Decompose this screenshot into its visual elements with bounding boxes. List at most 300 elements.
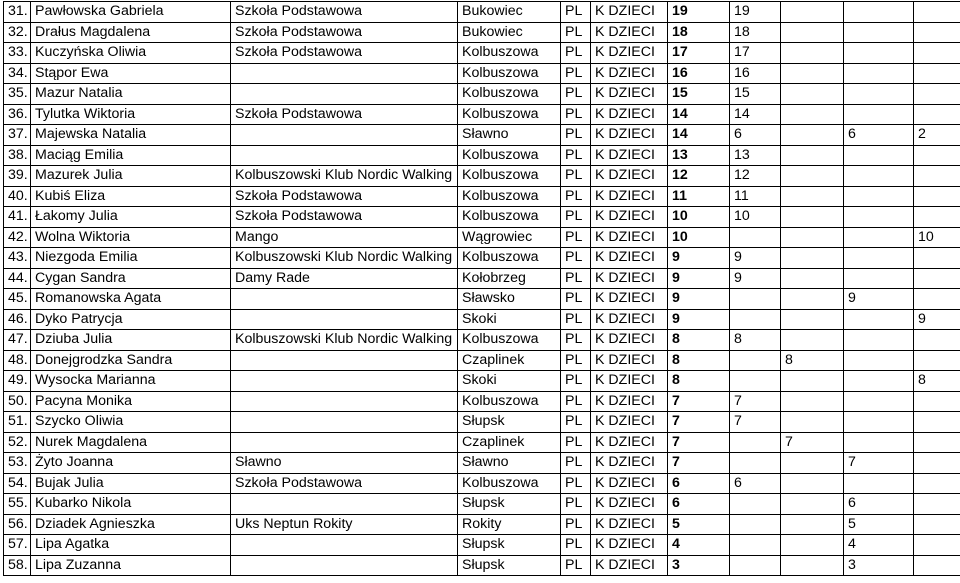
score-cell-4: 8 [914, 371, 960, 392]
score-cell-3 [844, 207, 914, 228]
table-row [4, 371, 960, 392]
club-cell [231, 432, 458, 453]
country-cell: PL [561, 84, 591, 105]
score-cell-3 [844, 145, 914, 166]
score-cell-2 [781, 371, 844, 392]
category-cell: K DZIECI [591, 453, 668, 474]
score-cell-3 [844, 84, 914, 105]
results-table-body [4, 2, 960, 576]
score-cell-3 [844, 330, 914, 351]
table-row [4, 227, 960, 248]
country-cell: PL [561, 350, 591, 371]
country-cell: PL [561, 391, 591, 412]
score-cell-4 [914, 104, 960, 125]
score-cell-4 [914, 248, 960, 269]
name-cell: Maciąg Emilia [31, 145, 231, 166]
category-cell: K DZIECI [591, 166, 668, 187]
table-row [4, 412, 960, 433]
category-cell: K DZIECI [591, 104, 668, 125]
name-cell: Pacyna Monika [31, 391, 231, 412]
country-cell: PL [561, 104, 591, 125]
score-cell-2 [781, 22, 844, 43]
category-cell: K DZIECI [591, 494, 668, 515]
points-cell: 8 [668, 330, 730, 351]
points-cell: 17 [668, 43, 730, 64]
city-cell: Bukowiec [458, 2, 561, 23]
city-cell: Kolbuszowa [458, 248, 561, 269]
score-cell-4 [914, 84, 960, 105]
category-cell: K DZIECI [591, 535, 668, 556]
name-cell: Lipa Agatka [31, 535, 231, 556]
score-cell-3: 6 [844, 494, 914, 515]
category-cell: K DZIECI [591, 186, 668, 207]
city-cell: Kolbuszowa [458, 391, 561, 412]
score-cell-4 [914, 555, 960, 576]
score-cell-4 [914, 268, 960, 289]
score-cell-4 [914, 453, 960, 474]
score-cell-2 [781, 248, 844, 269]
country-cell: PL [561, 125, 591, 146]
country-cell: PL [561, 412, 591, 433]
name-cell: Dziadek Agnieszka [31, 514, 231, 535]
score-cell-1: 7 [730, 391, 781, 412]
category-cell: K DZIECI [591, 350, 668, 371]
score-cell-2 [781, 453, 844, 474]
rank-cell: 45. [4, 289, 31, 310]
points-cell: 16 [668, 63, 730, 84]
score-cell-4 [914, 535, 960, 556]
table-row [4, 494, 960, 515]
category-cell: K DZIECI [591, 330, 668, 351]
score-cell-3 [844, 186, 914, 207]
score-cell-2 [781, 104, 844, 125]
country-cell: PL [561, 186, 591, 207]
table-row [4, 207, 960, 228]
name-cell: Niezgoda Emilia [31, 248, 231, 269]
points-cell: 19 [668, 2, 730, 23]
rank-cell: 33. [4, 43, 31, 64]
category-cell: K DZIECI [591, 514, 668, 535]
score-cell-1 [730, 535, 781, 556]
category-cell: K DZIECI [591, 125, 668, 146]
city-cell: Słupsk [458, 535, 561, 556]
score-cell-2 [781, 63, 844, 84]
points-cell: 5 [668, 514, 730, 535]
club-cell [231, 84, 458, 105]
points-cell: 7 [668, 453, 730, 474]
rank-cell: 38. [4, 145, 31, 166]
score-cell-2 [781, 391, 844, 412]
rank-cell: 41. [4, 207, 31, 228]
score-cell-1: 12 [730, 166, 781, 187]
score-cell-4 [914, 330, 960, 351]
score-cell-4 [914, 207, 960, 228]
table-row [4, 63, 960, 84]
club-cell: Szkoła Podstawowa [231, 2, 458, 23]
score-cell-4 [914, 432, 960, 453]
club-cell [231, 494, 458, 515]
country-cell: PL [561, 227, 591, 248]
club-cell [231, 412, 458, 433]
country-cell: PL [561, 63, 591, 84]
score-cell-2 [781, 412, 844, 433]
club-cell [231, 535, 458, 556]
name-cell: Majewska Natalia [31, 125, 231, 146]
country-cell: PL [561, 248, 591, 269]
score-cell-1: 19 [730, 2, 781, 23]
rank-cell: 54. [4, 473, 31, 494]
table-row [4, 350, 960, 371]
score-cell-2 [781, 227, 844, 248]
rank-cell: 52. [4, 432, 31, 453]
country-cell: PL [561, 268, 591, 289]
score-cell-1: 13 [730, 145, 781, 166]
score-cell-3 [844, 268, 914, 289]
country-cell: PL [561, 145, 591, 166]
city-cell: Sławno [458, 125, 561, 146]
table-row [4, 432, 960, 453]
country-cell: PL [561, 432, 591, 453]
score-cell-1: 9 [730, 248, 781, 269]
score-cell-3: 5 [844, 514, 914, 535]
points-cell: 3 [668, 555, 730, 576]
category-cell: K DZIECI [591, 84, 668, 105]
score-cell-1 [730, 494, 781, 515]
score-cell-2 [781, 309, 844, 330]
score-cell-3 [844, 350, 914, 371]
score-cell-1 [730, 371, 781, 392]
points-cell: 7 [668, 432, 730, 453]
score-cell-1 [730, 289, 781, 310]
points-cell: 18 [668, 22, 730, 43]
score-cell-3 [844, 473, 914, 494]
club-cell [231, 371, 458, 392]
table-row [4, 514, 960, 535]
city-cell: Czaplinek [458, 432, 561, 453]
club-cell [231, 555, 458, 576]
score-cell-3: 3 [844, 555, 914, 576]
city-cell: Słupsk [458, 555, 561, 576]
club-cell: Szkoła Podstawowa [231, 22, 458, 43]
score-cell-3 [844, 22, 914, 43]
city-cell: Kolbuszowa [458, 63, 561, 84]
club-cell: Damy Rade [231, 268, 458, 289]
name-cell: Dziuba Julia [31, 330, 231, 351]
points-cell: 15 [668, 84, 730, 105]
club-cell: Uks Neptun Rokity [231, 514, 458, 535]
city-cell: Sławno [458, 453, 561, 474]
points-cell: 9 [668, 289, 730, 310]
category-cell: K DZIECI [591, 432, 668, 453]
points-cell: 4 [668, 535, 730, 556]
score-cell-3 [844, 104, 914, 125]
rank-cell: 34. [4, 63, 31, 84]
category-cell: K DZIECI [591, 391, 668, 412]
score-cell-3 [844, 412, 914, 433]
score-cell-2 [781, 125, 844, 146]
score-cell-1: 8 [730, 330, 781, 351]
rank-cell: 40. [4, 186, 31, 207]
rank-cell: 57. [4, 535, 31, 556]
name-cell: Tylutka Wiktoria [31, 104, 231, 125]
score-cell-4 [914, 289, 960, 310]
rank-cell: 39. [4, 166, 31, 187]
points-cell: 9 [668, 248, 730, 269]
club-cell [231, 350, 458, 371]
city-cell: Sławsko [458, 289, 561, 310]
name-cell: Drałus Magdalena [31, 22, 231, 43]
city-cell: Kolbuszowa [458, 166, 561, 187]
score-cell-2 [781, 494, 844, 515]
name-cell: Stąpor Ewa [31, 63, 231, 84]
country-cell: PL [561, 22, 591, 43]
score-cell-4 [914, 412, 960, 433]
points-cell: 6 [668, 494, 730, 515]
table-row [4, 186, 960, 207]
score-cell-2: 7 [781, 432, 844, 453]
category-cell: K DZIECI [591, 248, 668, 269]
score-cell-4 [914, 22, 960, 43]
name-cell: Cygan Sandra [31, 268, 231, 289]
results-table [3, 1, 960, 576]
score-cell-3 [844, 248, 914, 269]
club-cell: Szkoła Podstawowa [231, 43, 458, 64]
country-cell: PL [561, 494, 591, 515]
score-cell-1: 6 [730, 125, 781, 146]
city-cell: Kolbuszowa [458, 473, 561, 494]
city-cell: Kolbuszowa [458, 43, 561, 64]
name-cell: Donejgrodzka Sandra [31, 350, 231, 371]
score-cell-1: 14 [730, 104, 781, 125]
name-cell: Kubarko Nikola [31, 494, 231, 515]
score-cell-3 [844, 63, 914, 84]
table-row [4, 125, 960, 146]
score-cell-3: 6 [844, 125, 914, 146]
rank-cell: 50. [4, 391, 31, 412]
points-cell: 14 [668, 125, 730, 146]
category-cell: K DZIECI [591, 227, 668, 248]
city-cell: Kolbuszowa [458, 186, 561, 207]
name-cell: Romanowska Agata [31, 289, 231, 310]
score-cell-3 [844, 391, 914, 412]
rank-cell: 58. [4, 555, 31, 576]
club-cell [231, 391, 458, 412]
name-cell: Lipa Zuzanna [31, 555, 231, 576]
name-cell: Wysocka Marianna [31, 371, 231, 392]
city-cell: Słupsk [458, 412, 561, 433]
rank-cell: 56. [4, 514, 31, 535]
category-cell: K DZIECI [591, 473, 668, 494]
name-cell: Mazurek Julia [31, 166, 231, 187]
category-cell: K DZIECI [591, 207, 668, 228]
score-cell-2: 8 [781, 350, 844, 371]
score-cell-4 [914, 145, 960, 166]
points-cell: 9 [668, 309, 730, 330]
score-cell-1: 6 [730, 473, 781, 494]
score-cell-2 [781, 186, 844, 207]
city-cell: Kolbuszowa [458, 84, 561, 105]
club-cell: Kolbuszowski Klub Nordic Walking [231, 166, 458, 187]
score-cell-3 [844, 43, 914, 64]
category-cell: K DZIECI [591, 145, 668, 166]
score-cell-1 [730, 227, 781, 248]
country-cell: PL [561, 2, 591, 23]
table-row [4, 309, 960, 330]
name-cell: Pawłowska Gabriela [31, 2, 231, 23]
name-cell: Żyto Joanna [31, 453, 231, 474]
score-cell-1 [730, 350, 781, 371]
city-cell: Wągrowiec [458, 227, 561, 248]
name-cell: Dyko Patrycja [31, 309, 231, 330]
score-cell-4 [914, 391, 960, 412]
club-cell [231, 125, 458, 146]
table-row [4, 289, 960, 310]
score-cell-2 [781, 2, 844, 23]
points-cell: 11 [668, 186, 730, 207]
score-cell-2 [781, 330, 844, 351]
club-cell: Mango [231, 227, 458, 248]
city-cell: Kołobrzeg [458, 268, 561, 289]
score-cell-1: 10 [730, 207, 781, 228]
name-cell: Nurek Magdalena [31, 432, 231, 453]
score-cell-3 [844, 227, 914, 248]
city-cell: Skoki [458, 309, 561, 330]
score-cell-1: 11 [730, 186, 781, 207]
table-row [4, 248, 960, 269]
score-cell-4 [914, 2, 960, 23]
table-row [4, 535, 960, 556]
points-cell: 14 [668, 104, 730, 125]
score-cell-4 [914, 186, 960, 207]
rank-cell: 44. [4, 268, 31, 289]
score-cell-3: 9 [844, 289, 914, 310]
table-row [4, 268, 960, 289]
score-cell-1 [730, 555, 781, 576]
club-cell: Szkoła Podstawowa [231, 186, 458, 207]
points-cell: 10 [668, 207, 730, 228]
rank-cell: 42. [4, 227, 31, 248]
score-cell-1: 17 [730, 43, 781, 64]
country-cell: PL [561, 453, 591, 474]
club-cell [231, 289, 458, 310]
score-cell-3 [844, 432, 914, 453]
score-cell-1 [730, 432, 781, 453]
table-row [4, 2, 960, 23]
category-cell: K DZIECI [591, 268, 668, 289]
name-cell: Wolna Wiktoria [31, 227, 231, 248]
score-cell-1 [730, 514, 781, 535]
rank-cell: 35. [4, 84, 31, 105]
score-cell-2 [781, 555, 844, 576]
score-cell-4 [914, 473, 960, 494]
club-cell [231, 145, 458, 166]
points-cell: 12 [668, 166, 730, 187]
city-cell: Słupsk [458, 494, 561, 515]
rank-cell: 51. [4, 412, 31, 433]
score-cell-4 [914, 63, 960, 84]
country-cell: PL [561, 207, 591, 228]
score-cell-4 [914, 43, 960, 64]
country-cell: PL [561, 473, 591, 494]
name-cell: Kuczyńska Oliwia [31, 43, 231, 64]
table-row [4, 43, 960, 64]
table-row [4, 330, 960, 351]
score-cell-2 [781, 535, 844, 556]
table-row [4, 453, 960, 474]
rank-cell: 49. [4, 371, 31, 392]
club-cell: Sławno [231, 453, 458, 474]
rank-cell: 36. [4, 104, 31, 125]
city-cell: Rokity [458, 514, 561, 535]
score-cell-2 [781, 268, 844, 289]
table-row [4, 166, 960, 187]
score-cell-1: 9 [730, 268, 781, 289]
score-cell-3 [844, 371, 914, 392]
table-row [4, 22, 960, 43]
score-cell-4 [914, 166, 960, 187]
score-cell-4: 9 [914, 309, 960, 330]
club-cell [231, 309, 458, 330]
rank-cell: 55. [4, 494, 31, 515]
category-cell: K DZIECI [591, 555, 668, 576]
score-cell-1 [730, 453, 781, 474]
country-cell: PL [561, 371, 591, 392]
score-cell-3: 4 [844, 535, 914, 556]
table-row [4, 104, 960, 125]
club-cell: Szkoła Podstawowa [231, 207, 458, 228]
table-row [4, 145, 960, 166]
score-cell-2 [781, 43, 844, 64]
rank-cell: 31. [4, 2, 31, 23]
category-cell: K DZIECI [591, 63, 668, 84]
rank-cell: 48. [4, 350, 31, 371]
city-cell: Bukowiec [458, 22, 561, 43]
score-cell-1: 7 [730, 412, 781, 433]
category-cell: K DZIECI [591, 43, 668, 64]
name-cell: Bujak Julia [31, 473, 231, 494]
score-cell-2 [781, 207, 844, 228]
points-cell: 6 [668, 473, 730, 494]
category-cell: K DZIECI [591, 289, 668, 310]
category-cell: K DZIECI [591, 2, 668, 23]
country-cell: PL [561, 43, 591, 64]
rank-cell: 46. [4, 309, 31, 330]
club-cell: Kolbuszowski Klub Nordic Walking [231, 248, 458, 269]
country-cell: PL [561, 166, 591, 187]
score-cell-4 [914, 494, 960, 515]
score-cell-3 [844, 2, 914, 23]
category-cell: K DZIECI [591, 412, 668, 433]
club-cell [231, 63, 458, 84]
score-cell-4: 10 [914, 227, 960, 248]
score-cell-4 [914, 514, 960, 535]
name-cell: Łakomy Julia [31, 207, 231, 228]
category-cell: K DZIECI [591, 309, 668, 330]
table-row [4, 555, 960, 576]
score-cell-2 [781, 289, 844, 310]
country-cell: PL [561, 330, 591, 351]
rank-cell: 47. [4, 330, 31, 351]
name-cell: Mazur Natalia [31, 84, 231, 105]
score-cell-1: 18 [730, 22, 781, 43]
score-cell-2 [781, 166, 844, 187]
table-row [4, 391, 960, 412]
points-cell: 7 [668, 391, 730, 412]
club-cell: Szkoła Podstawowa [231, 104, 458, 125]
country-cell: PL [561, 514, 591, 535]
city-cell: Kolbuszowa [458, 330, 561, 351]
points-cell: 13 [668, 145, 730, 166]
